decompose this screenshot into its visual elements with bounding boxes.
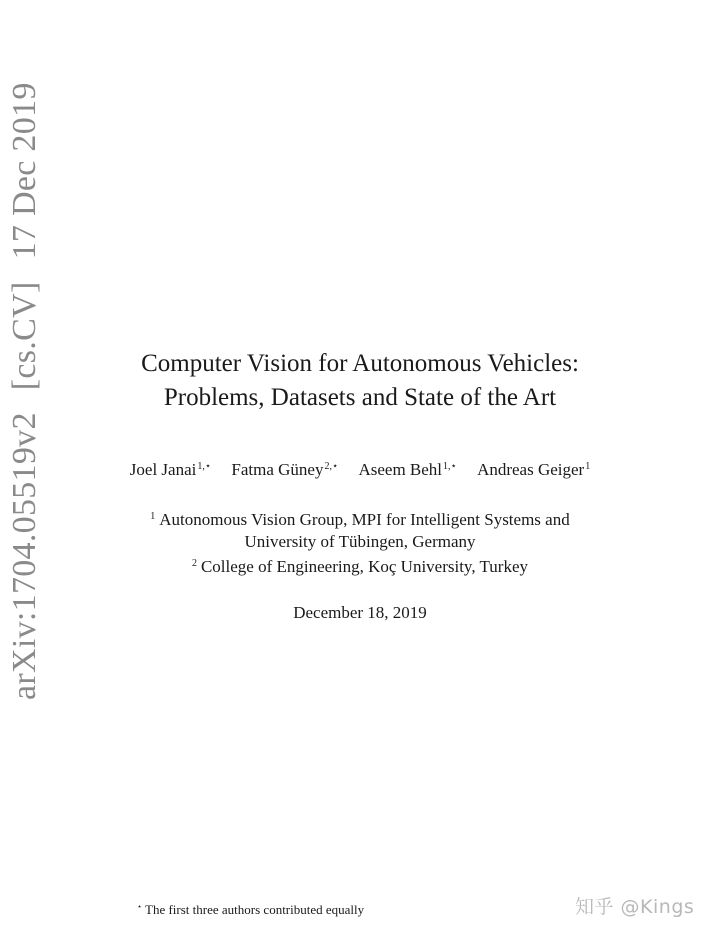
author <box>130 460 211 480</box>
paper-date: December 18, 2019 <box>293 603 427 622</box>
arxiv-category: [cs.CV] <box>6 281 43 391</box>
author-name: Fatma Güney <box>231 460 324 479</box>
title-line-1: Computer Vision for Autonomous Vehicles: <box>141 350 579 377</box>
paper-title <box>0 347 720 415</box>
title-line-2: Problems, Datasets and State of the Art <box>163 384 557 411</box>
footnote-mark: ⋆ <box>137 902 143 911</box>
author-mark: 1 <box>585 461 591 472</box>
affiliations <box>0 506 720 578</box>
author-name: Andreas Geiger <box>477 460 585 479</box>
author-mark: 1,⋆ <box>197 461 212 472</box>
author-mark: 2,⋆ <box>324 461 339 472</box>
author-list <box>0 460 720 480</box>
footnote <box>137 902 364 918</box>
arxiv-id: arXiv:1704.05519v2 <box>6 412 43 700</box>
affiliation-2-line-1 <box>0 553 720 578</box>
affiliation-2-text: College of Engineering, Koç University, Turkey <box>200 557 529 576</box>
author <box>231 460 338 480</box>
watermark: 知乎 @Kings <box>575 896 695 918</box>
affiliation-1-line-2: University of Tübingen, Germany <box>244 532 476 551</box>
author <box>477 460 590 480</box>
author-name: Aseem Behl <box>358 460 443 479</box>
affiliation-2-mark: 2 <box>191 558 197 569</box>
affiliation-1-line-1 <box>0 506 720 531</box>
author <box>358 460 456 480</box>
author-name: Joel Janai <box>129 460 197 479</box>
affiliation-1-mark: 1 <box>150 511 156 522</box>
affiliation-1-text: Autonomous Vision Group, MPI for Intelligent Systems and <box>159 510 570 529</box>
footnote-text: The first three authors contributed equally <box>145 902 365 917</box>
author-mark: 1,⋆ <box>443 461 457 472</box>
arxiv-date: 17 Dec 2019 <box>6 82 43 260</box>
